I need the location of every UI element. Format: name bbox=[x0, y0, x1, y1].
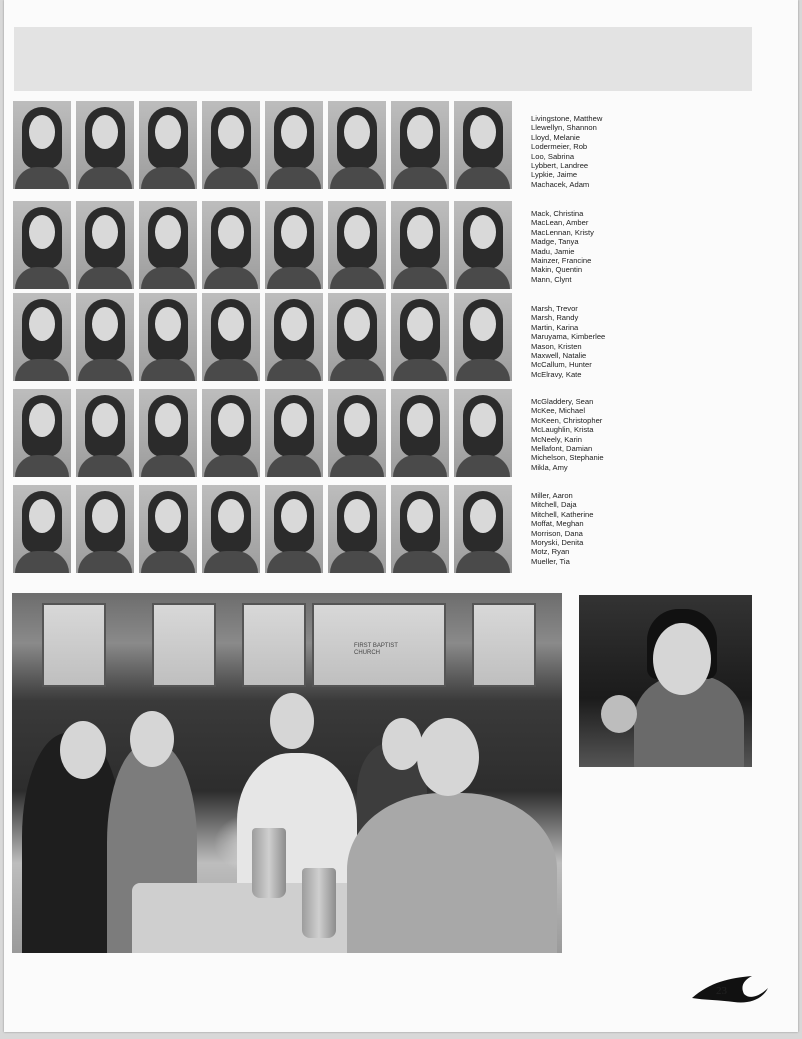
portrait-face bbox=[407, 403, 433, 437]
portrait-shirt bbox=[15, 455, 69, 477]
portrait-shirt bbox=[204, 167, 258, 189]
portrait-shirt bbox=[456, 551, 510, 573]
student-portrait bbox=[13, 201, 71, 289]
student-portrait bbox=[454, 389, 512, 477]
student-face bbox=[60, 721, 106, 779]
student-name: MacLennan, Kristy bbox=[531, 227, 594, 237]
portrait-shirt bbox=[78, 167, 132, 189]
portrait-shirt bbox=[15, 551, 69, 573]
portrait-shirt bbox=[456, 167, 510, 189]
portrait-face bbox=[92, 307, 118, 341]
student-portrait bbox=[265, 485, 323, 573]
student-name: Mueller, Tia bbox=[531, 556, 570, 566]
portrait-shirt bbox=[330, 167, 384, 189]
portrait-shirt bbox=[78, 551, 132, 573]
student-name: McGladdery, Sean bbox=[531, 397, 594, 406]
portrait-face bbox=[281, 115, 307, 149]
swoosh-logo-icon bbox=[690, 970, 770, 1004]
student-name: Lodermeier, Rob bbox=[531, 142, 588, 152]
student-portrait bbox=[139, 201, 197, 289]
portrait-shirt bbox=[267, 167, 321, 189]
portrait-face bbox=[29, 115, 55, 149]
student-name: Mason, Kristen bbox=[531, 341, 582, 351]
portrait-face bbox=[92, 403, 118, 437]
portrait-shirt bbox=[78, 267, 132, 289]
student-portrait bbox=[76, 201, 134, 289]
student-face bbox=[417, 718, 479, 796]
student-portrait bbox=[328, 293, 386, 381]
portrait-shirt bbox=[393, 551, 447, 573]
student-portrait bbox=[139, 485, 197, 573]
portrait-face bbox=[470, 115, 496, 149]
portrait-shirt bbox=[78, 455, 132, 477]
student-portrait bbox=[265, 101, 323, 189]
student-portrait bbox=[391, 101, 449, 189]
student-name: Lybbert, Landree bbox=[531, 161, 589, 171]
portrait-shirt bbox=[330, 551, 384, 573]
portrait-face bbox=[218, 499, 244, 533]
student-portrait bbox=[202, 293, 260, 381]
portrait-shirt bbox=[78, 359, 132, 381]
portrait-row bbox=[13, 389, 516, 477]
student-name: Machacek, Adam bbox=[531, 179, 590, 189]
student-name: Lypkie, Jaime bbox=[531, 170, 578, 180]
student-portrait bbox=[328, 201, 386, 289]
portrait-face bbox=[470, 499, 496, 533]
portrait-shirt bbox=[267, 551, 321, 573]
yearbook-page bbox=[4, 0, 798, 1032]
student-portrait bbox=[454, 101, 512, 189]
student-name: Lloyd, Melanie bbox=[531, 132, 580, 142]
window-pane bbox=[242, 603, 306, 687]
student-portrait bbox=[13, 101, 71, 189]
student-portrait bbox=[139, 101, 197, 189]
student-name: Miller, Aaron bbox=[531, 491, 573, 500]
student-portrait bbox=[13, 485, 71, 573]
student-name: Maruyama, Kimberlee bbox=[531, 332, 606, 342]
student-name: Llewellyn, Shannon bbox=[531, 123, 597, 133]
student-name: McNeely, Karin bbox=[531, 434, 582, 444]
portrait-shirt bbox=[141, 267, 195, 289]
student-name: Mikla, Amy bbox=[531, 462, 568, 472]
student-name: Marsh, Trevor bbox=[531, 304, 578, 313]
student-portrait bbox=[139, 293, 197, 381]
student-name: Moffat, Meghan bbox=[531, 519, 584, 529]
portrait-face bbox=[344, 499, 370, 533]
portrait-shirt bbox=[15, 267, 69, 289]
student-portrait bbox=[265, 201, 323, 289]
portrait-face bbox=[344, 115, 370, 149]
window-pane bbox=[312, 603, 446, 687]
student-figure bbox=[347, 793, 557, 953]
student-face bbox=[130, 711, 174, 767]
student-portrait bbox=[265, 389, 323, 477]
portrait-face bbox=[155, 307, 181, 341]
portrait-face bbox=[92, 215, 118, 249]
student-face bbox=[653, 623, 711, 695]
portrait-face bbox=[470, 215, 496, 249]
portrait-shirt bbox=[393, 167, 447, 189]
portrait-row bbox=[13, 201, 516, 289]
student-portrait bbox=[391, 389, 449, 477]
student-portrait bbox=[202, 201, 260, 289]
student-name: Mann, Clynt bbox=[531, 274, 572, 284]
student-name: Mainzer, Francine bbox=[531, 256, 592, 266]
student-portrait bbox=[328, 389, 386, 477]
student-name: Livingstone, Matthew bbox=[531, 114, 603, 123]
student-name: MacLean, Amber bbox=[531, 218, 589, 228]
portrait-shirt bbox=[141, 359, 195, 381]
student-portrait bbox=[76, 101, 134, 189]
portrait-face bbox=[92, 499, 118, 533]
student-name: Mitchell, Katherine bbox=[531, 509, 594, 519]
portrait-face bbox=[29, 307, 55, 341]
portrait-shirt bbox=[204, 551, 258, 573]
student-name: Madge, Tanya bbox=[531, 237, 579, 247]
portrait-face bbox=[29, 403, 55, 437]
portrait-shirt bbox=[330, 267, 384, 289]
portrait-face bbox=[281, 403, 307, 437]
student-portrait bbox=[328, 101, 386, 189]
portrait-face bbox=[155, 499, 181, 533]
student-face bbox=[270, 693, 314, 749]
student-portrait bbox=[13, 389, 71, 477]
student-portrait bbox=[202, 389, 260, 477]
portrait-shirt bbox=[330, 455, 384, 477]
student-name: Mellafont, Damian bbox=[531, 444, 593, 454]
portrait-shirt bbox=[15, 167, 69, 189]
portrait-face bbox=[407, 115, 433, 149]
student-portrait bbox=[202, 101, 260, 189]
portrait-face bbox=[407, 215, 433, 249]
portrait-shirt bbox=[141, 551, 195, 573]
portrait-shirt bbox=[267, 359, 321, 381]
student-name: Maxwell, Natalie bbox=[531, 351, 587, 361]
side-candid-photo bbox=[579, 595, 752, 767]
student-name: Martin, Karina bbox=[531, 322, 579, 332]
student-name: McCallum, Hunter bbox=[531, 360, 592, 370]
portrait-shirt bbox=[456, 267, 510, 289]
portrait-shirt bbox=[267, 267, 321, 289]
student-name: McKeen, Christopher bbox=[531, 415, 603, 425]
name-list bbox=[531, 491, 593, 566]
student-name: Morrison, Dana bbox=[531, 528, 583, 538]
portrait-face bbox=[281, 307, 307, 341]
portrait-face bbox=[281, 215, 307, 249]
portrait-row bbox=[13, 101, 516, 189]
student-portrait bbox=[391, 485, 449, 573]
student-name: Makin, Quentin bbox=[531, 265, 583, 275]
portrait-face bbox=[155, 403, 181, 437]
portrait-shirt bbox=[204, 455, 258, 477]
student-name: McLaughlin, Krista bbox=[531, 425, 594, 435]
student-name: Mack, Christina bbox=[531, 209, 584, 218]
portrait-face bbox=[29, 499, 55, 533]
portrait-face bbox=[470, 403, 496, 437]
portrait-shirt bbox=[267, 455, 321, 477]
name-list bbox=[531, 114, 602, 189]
student-portrait bbox=[76, 485, 134, 573]
portrait-row bbox=[13, 485, 516, 573]
portrait-face bbox=[281, 499, 307, 533]
name-list bbox=[531, 304, 605, 379]
student-portrait bbox=[328, 485, 386, 573]
portrait-face bbox=[92, 115, 118, 149]
portrait-row bbox=[13, 293, 516, 381]
portrait-face bbox=[407, 499, 433, 533]
portrait-face bbox=[218, 403, 244, 437]
window-pane bbox=[42, 603, 106, 687]
portrait-face bbox=[155, 215, 181, 249]
portrait-shirt bbox=[141, 167, 195, 189]
name-list bbox=[531, 397, 604, 472]
portrait-shirt bbox=[15, 359, 69, 381]
portrait-shirt bbox=[393, 359, 447, 381]
student-portrait bbox=[76, 389, 134, 477]
student-name: Mitchell, Daja bbox=[531, 500, 577, 510]
header-banner bbox=[14, 27, 752, 91]
portrait-face bbox=[218, 115, 244, 149]
student-name: McElravy, Kate bbox=[531, 369, 582, 379]
page-folio bbox=[690, 970, 770, 1004]
student-name: Moryski, Denita bbox=[531, 538, 584, 548]
portrait-shirt bbox=[330, 359, 384, 381]
student-name: Motz, Ryan bbox=[531, 547, 570, 557]
cafeteria-photo bbox=[12, 593, 562, 953]
portrait-shirt bbox=[204, 267, 258, 289]
student-portrait bbox=[454, 201, 512, 289]
student-portrait bbox=[13, 293, 71, 381]
window-pane bbox=[472, 603, 536, 687]
portrait-shirt bbox=[456, 359, 510, 381]
drink-cup bbox=[302, 868, 336, 938]
portrait-shirt bbox=[204, 359, 258, 381]
student-portrait bbox=[391, 201, 449, 289]
student-portrait bbox=[391, 293, 449, 381]
drink-cup bbox=[252, 828, 286, 898]
portrait-face bbox=[218, 215, 244, 249]
portrait-face bbox=[344, 215, 370, 249]
portrait-shirt bbox=[456, 455, 510, 477]
student-name: Marsh, Randy bbox=[531, 313, 579, 323]
student-face bbox=[382, 718, 422, 770]
portrait-face bbox=[155, 115, 181, 149]
student-name: Madu, Jamie bbox=[531, 246, 575, 256]
portrait-shirt bbox=[141, 455, 195, 477]
church-sign: FIRST BAPTIST CHURCH bbox=[354, 643, 398, 656]
student-name: Michelson, Stephanie bbox=[531, 453, 604, 463]
portrait-face bbox=[344, 307, 370, 341]
name-list bbox=[531, 209, 594, 284]
portrait-face bbox=[29, 215, 55, 249]
window-pane bbox=[152, 603, 216, 687]
portrait-shirt bbox=[393, 267, 447, 289]
student-name: McKee, Michael bbox=[531, 406, 586, 416]
apple-in-hand bbox=[601, 695, 637, 733]
page-number: 23 bbox=[716, 985, 727, 997]
student-portrait bbox=[454, 293, 512, 381]
portrait-face bbox=[344, 403, 370, 437]
student-portrait bbox=[139, 389, 197, 477]
student-portrait bbox=[202, 485, 260, 573]
portrait-shirt bbox=[393, 455, 447, 477]
student-name: Loo, Sabrina bbox=[531, 151, 575, 161]
portrait-face bbox=[218, 307, 244, 341]
portrait-face bbox=[407, 307, 433, 341]
student-portrait bbox=[454, 485, 512, 573]
portrait-face bbox=[470, 307, 496, 341]
student-portrait bbox=[265, 293, 323, 381]
student-portrait bbox=[76, 293, 134, 381]
